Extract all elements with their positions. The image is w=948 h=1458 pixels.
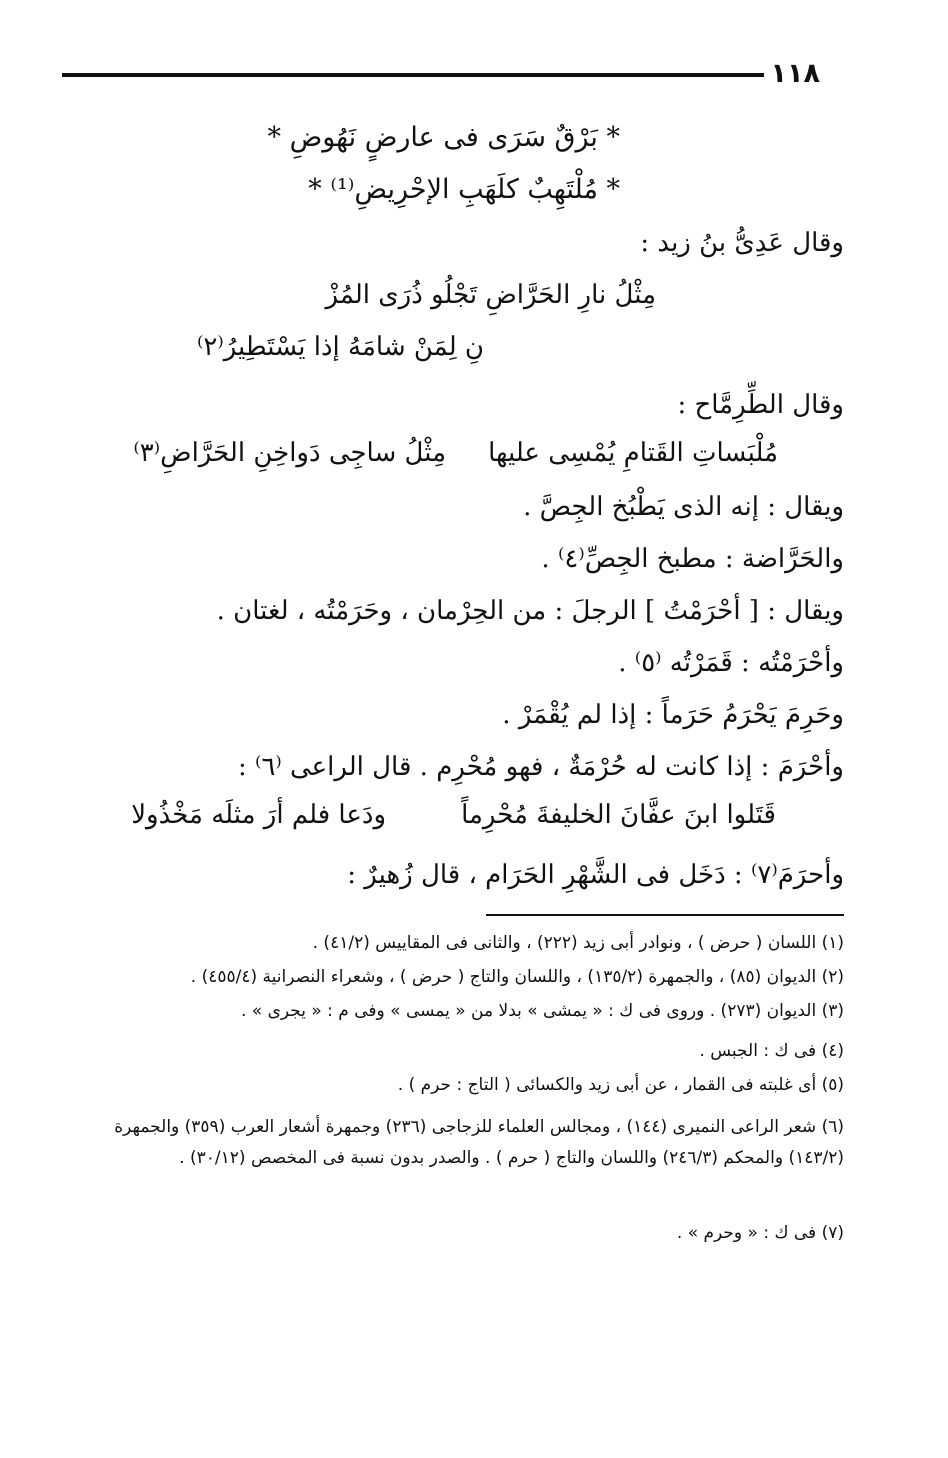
intro-tirimmah: وقال الطِّرِمَّاح :	[677, 390, 844, 420]
text-line-ahram7: وأحرَمَ⁽٧⁾ : دَخَل فى الشَّهْرِ الحَرَام ، قال زُهيرٌ :	[347, 860, 844, 890]
text-line-ahrastu: ويقال : [ أحْرَمْتُ ] الرجلَ : من الحِرْمان ، وحَرَمْتُه ، لغتان .	[216, 596, 844, 626]
tirimmah-hemistich-right: مُلْبَساتِ القَتامِ يُمْسِى عليها	[488, 438, 778, 468]
footnote-6: (٦) شعر الراعى النميرى (١٤٤) ، ومجالس العلماء للزجاجى (٢٣٦) وجمهرة أشعار العرب (٣٥٩) والجمهرة (١٤٣/٢) والمحكم (٢٤٦/٣) واللسان والتاج ( حرم ) . والصدر بدون نسبة فى المخصص (٣٠/١٢) .	[114, 1117, 844, 1168]
adi-verse-line-1: مِثْلُ نارِ الحَرَّاضِ تَجْلُو ذُرَى المُزْ	[325, 280, 656, 310]
footnote-4: (٤) فى ك : الجبس .	[699, 1041, 844, 1061]
header-rule	[62, 73, 764, 77]
footnote-rule	[486, 914, 844, 916]
footnote-2: (٢) الديوان (٨٥) ، والجمهرة (١٣٥/٢) ، واللسان والتاج ( حرض ) ، وشعراء النصرانية (٤٥٥/٤) .	[190, 967, 844, 987]
text-line-ahramtuhu: وأحْرَمْتُه : قَمَرْتُه ⁽٥⁾ .	[618, 648, 844, 678]
adi-verse-line-2: نِ لِمَنْ شامَهُ إذا يَسْتَطِيرُ⁽٢⁾	[196, 332, 484, 362]
text-line-yuqal: ويقال : إنه الذى يَطْبُخ الجِصَّ .	[523, 492, 844, 522]
footnote-1: (١) اللسان ( حرض ) ، ونوادر أبى زيد (٢٢٢) ، والثانى فى المقاييس (٤١/٢) .	[312, 933, 844, 953]
verse-line-1: * بَرْقٌ سَرَى فى عارضٍ نَهُوضِ *	[267, 122, 620, 153]
text-line-harrada: والحَرَّاضة : مطبخ الجِصِّ⁽٤⁾ .	[541, 544, 844, 574]
page-number: ١١٨	[770, 58, 820, 89]
footnote-3: (٣) الديوان (٢٧٣) . وروى فى ك : « يمشى » بدلا من « يمسى » وفى م : « يجرى » .	[240, 1001, 844, 1021]
rai-hemistich-left: ودَعا فلم أرَ مثلَه مَخْذُولا	[131, 800, 386, 830]
text-line-harim: وحَرِمَ يَحْرَمُ حَرَماً : إذا لم يُقْمَرْ .	[502, 700, 844, 730]
footnote-5: (٥) أى غلبته فى القمار ، عن أبى زيد والكسائى ( التاج : حرم ) .	[397, 1075, 844, 1095]
tirimmah-hemistich-left: مِثْلُ ساجِى دَواخِنِ الحَرَّاضِ⁽٣⁾	[133, 438, 446, 468]
intro-adi: وقال عَدِىُّ بنُ زيد :	[640, 228, 844, 258]
rai-hemistich-right: قَتَلوا ابنَ عفَّانَ الخليفةَ مُحْرِماً	[461, 800, 776, 830]
footnote-7: (٧) فى ك : « وحرم » .	[676, 1223, 844, 1243]
verse-line-2: * مُلْتَهِبٌ كلَهَبِ الإحْرِيضِ⁽¹⁾ *	[308, 174, 620, 205]
text-line-ahrama: وأحْرَمَ : إذا كانت له حُرْمَةٌ ، فهو مُحْرِم . قال الراعى ⁽٦⁾ :	[237, 752, 844, 782]
